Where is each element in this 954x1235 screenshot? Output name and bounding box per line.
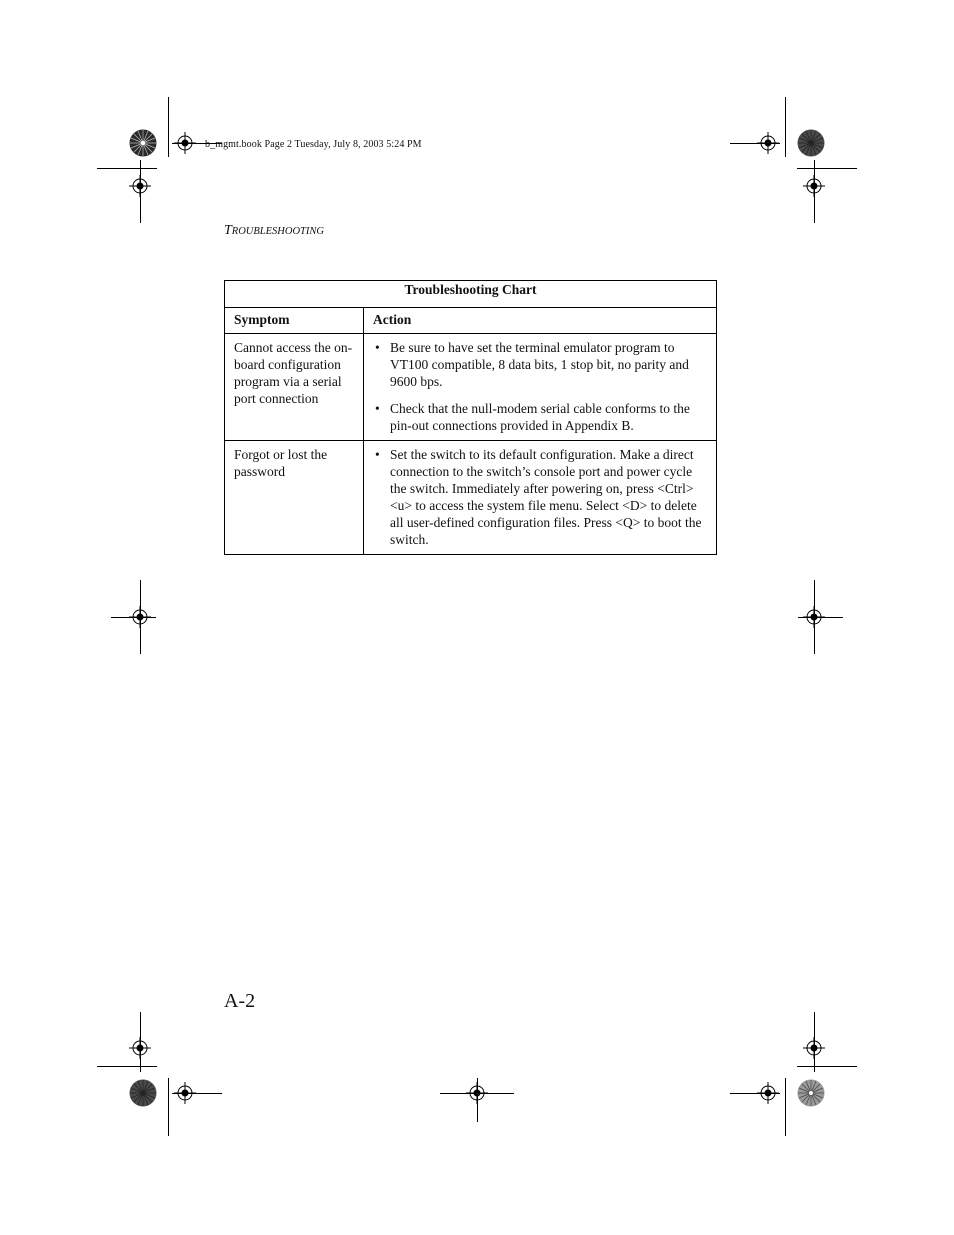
running-head-rest: ROUBLESHOOTING bbox=[231, 226, 324, 237]
crosshair-registration-icon bbox=[757, 132, 779, 154]
column-header-action: Action bbox=[364, 308, 717, 334]
crosshair-registration-icon bbox=[174, 1082, 196, 1104]
action-item: • Set the switch to its default configuration. Make a direct connection to the switch’s console port and power cycle the switch. Immediately after powering on, press <Ctrl><u> to access the system file menu. Select <D> to delete all user-defined configuration files. Press <Q> to boot the switch. bbox=[373, 446, 707, 548]
starburst-target-icon bbox=[129, 1079, 157, 1107]
column-header-symptom: Symptom bbox=[225, 308, 364, 334]
symptom-cell: Forgot or lost the password bbox=[225, 441, 364, 555]
chart-title: Troubleshooting Chart bbox=[225, 281, 717, 308]
action-item: • Be sure to have set the terminal emulator program to VT100 compatible, 8 data bits, 1 stop bit, no parity and 9600 bps. bbox=[373, 339, 707, 390]
crosshair-registration-icon bbox=[803, 606, 825, 628]
chart-title-row bbox=[225, 281, 717, 308]
crosshair-registration-icon bbox=[803, 175, 825, 197]
crosshair-registration-icon bbox=[803, 1037, 825, 1059]
troubleshooting-chart bbox=[224, 280, 717, 555]
column-header-row bbox=[225, 308, 717, 334]
running-head-initial: T bbox=[224, 223, 232, 238]
action-list bbox=[373, 446, 707, 548]
book-slug: b_mgmt.book Page 2 Tuesday, July 8, 2003 5:24 PM bbox=[205, 139, 422, 150]
starburst-target-icon bbox=[797, 1079, 825, 1107]
action-cell bbox=[364, 334, 717, 441]
action-item: • Check that the null-modem serial cable conforms to the pin-out connections provided in Appendix B. bbox=[373, 400, 707, 434]
table-row bbox=[225, 334, 717, 441]
crosshair-registration-icon bbox=[129, 606, 151, 628]
starburst-target-icon bbox=[129, 129, 157, 157]
action-cell bbox=[364, 441, 717, 555]
running-head bbox=[224, 223, 324, 239]
starburst-target-icon bbox=[797, 129, 825, 157]
table-row bbox=[225, 441, 717, 555]
crosshair-registration-icon bbox=[174, 132, 196, 154]
crosshair-registration-icon bbox=[129, 175, 151, 197]
crosshair-registration-icon bbox=[757, 1082, 779, 1104]
page-number: A-2 bbox=[224, 990, 256, 1012]
crosshair-registration-icon bbox=[466, 1082, 488, 1104]
crosshair-registration-icon bbox=[129, 1037, 151, 1059]
symptom-cell: Cannot access the on-board configuration program via a serial port connection bbox=[225, 334, 364, 441]
action-list bbox=[373, 339, 707, 434]
